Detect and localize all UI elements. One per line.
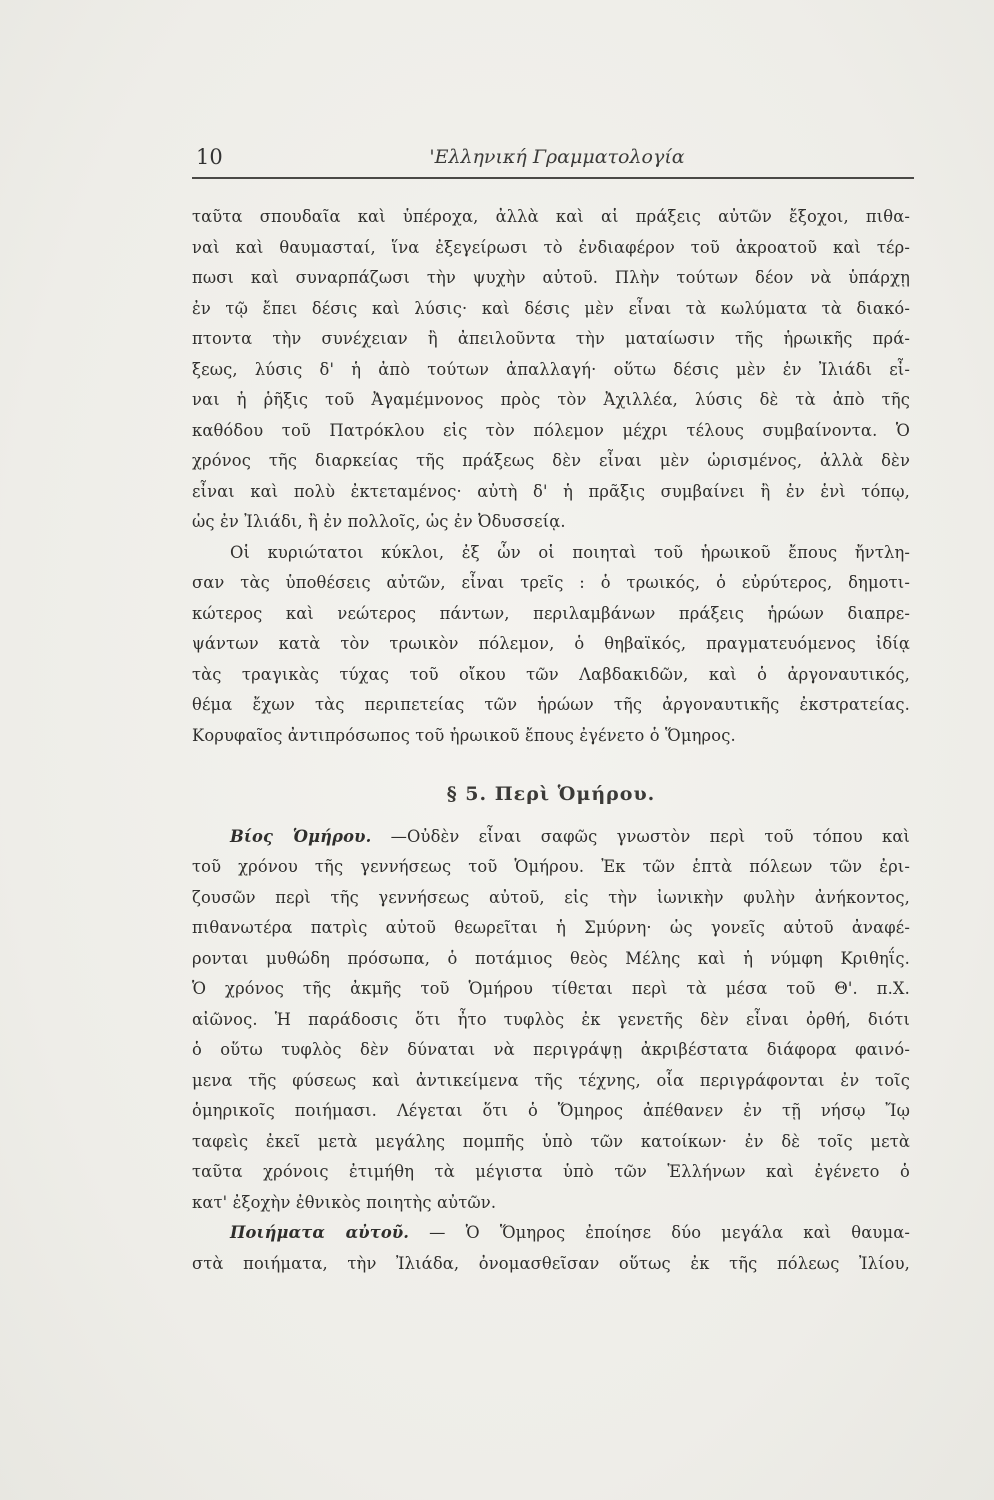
page-header: [192, 145, 914, 177]
text-line: ναὶ καὶ θαυμασταί, ἵνα ἐξεγείρωσι τὸ ἐνδιαφέρον τοῦ ἀκροατοῦ καὶ τέρ-: [192, 237, 910, 257]
body-text: [192, 202, 910, 1279]
text-line: ζουσῶν περὶ τῆς γεννήσεως αὐτοῦ, εἰς τὴν ἰωνικὴν φυλὴν ἀνήκοντος,: [192, 887, 910, 907]
text-line: ξεως, λύσις δ' ἡ ἀπὸ τούτων ἀπαλλαγή· οὕτω δέσις μὲν ἐν Ἰλιάδι εἶ-: [192, 359, 910, 379]
text-line: [192, 822, 910, 853]
paragraph-lead-label: Βίος Ὁμήρου.: [230, 826, 372, 846]
text-line: [192, 1218, 910, 1249]
text-line: χρόνος τῆς διαρκείας τῆς πράξεως δὲν εἶναι μὲν ὡρισμένος, ἀλλὰ δὲν: [192, 451, 910, 470]
text-line: Κορυφαῖος ἀντιπρόσωπος τοῦ ἡρωικοῦ ἔπους ἐγένετο ὁ Ὅμηρος.: [192, 725, 736, 745]
text-line: αἰῶνος. Ἡ παράδοσις ὅτι ἦτο τυφλὸς ἐκ γενετῆς δὲν εἶναι ὀρθή, διότι: [192, 1009, 910, 1029]
text-line: πτοντα τὴν συνέχειαν ἢ ἀπειλοῦντα τὴν ματαίωσιν τῆς ἡρωικῆς πρά-: [192, 329, 910, 348]
text-line: στὰ ποιήματα, τὴν Ἰλιάδα, ὀνομασθεῖσαν οὕτως ἐκ τῆς πόλεως Ἰλίου,: [192, 1253, 910, 1273]
text-line: ταῦτα σπουδαῖα καὶ ὑπέροχα, ἀλλὰ καὶ αἱ πράξεις αὐτῶν ἔξοχοι, πιθα-: [192, 207, 910, 226]
running-title: 'Ελληνική Γραμματολογία: [429, 146, 685, 168]
text-line: ναι ἡ ῥῆξις τοῦ Ἀγαμέμνονος πρὸς τὸν Ἀχιλλέα, λύσις δὲ τὰ ἀπὸ τῆς: [192, 390, 910, 409]
text-line: Ὁ χρόνος τῆς ἀκμῆς τοῦ Ὁμήρου τίθεται περὶ τὰ μέσα τοῦ Θ'. π.Χ.: [192, 979, 910, 998]
paragraph-1: [192, 202, 910, 538]
text-line: ὡς ἐν Ἰλιάδι, ἢ ἐν πολλοῖς, ὡς ἐν Ὀδυσσείᾳ.: [192, 512, 566, 531]
text-line: τὰς τραγικὰς τύχας τοῦ οἴκου τῶν Λαβδακιδῶν, καὶ ὁ ἀργοναυτικός,: [192, 664, 910, 684]
text-line: πωσι καὶ συναρπάζωσι τὴν ψυχὴν αὐτοῦ. Πλὴν τούτων δέον νὰ ὑπάρχῃ: [192, 268, 910, 287]
paragraph-4: [192, 1218, 910, 1279]
text-line: ταφεὶς ἐκεῖ μετὰ μεγάλης πομπῆς ὑπὸ τῶν κατοίκων· ἐν δὲ τοῖς μετὰ: [192, 1131, 910, 1151]
text-line: πιθανωτέρα πατρὶς αὐτοῦ θεωρεῖται ἡ Σμύρνη· ὡς γονεῖς αὐτοῦ ἀναφέ-: [192, 918, 910, 937]
text-line: ψάντων κατὰ τὸν τρωικὸν πόλεμον, ὁ θηβαϊκός, πραγματευόμενος ἰδίᾳ: [192, 634, 910, 653]
text-line: ὁμηρικοῖς ποιήμασι. Λέγεται ὅτι ὁ Ὅμηρος ἀπέθανεν ἐν τῇ νήσῳ Ἴῳ: [192, 1101, 910, 1120]
text-line: Οἱ κυριώτατοι κύκλοι, ἐξ ὧν οἱ ποιηταὶ τοῦ ἡρωικοῦ ἔπους ἤντλη-: [230, 542, 910, 562]
paragraph-lead-text: — Ὁ Ὅμηρος ἐποίησε δύο μεγάλα καὶ θαυμα-: [429, 1223, 910, 1242]
text-line: ταῦτα χρόνοις ἐτιμήθη τὰ μέγιστα ὑπὸ τῶν Ἑλλήνων καὶ ἐγένετο ὁ: [192, 1162, 910, 1181]
text-line: θέμα ἔχων τὰς περιπετείας τῶν ἡρώων τῆς ἀργοναυτικῆς ἐκστρατείας.: [192, 695, 910, 714]
text-line: ὁ οὕτω τυφλὸς δὲν δύναται νὰ περιγράψῃ ἀκριβέστατα διάφορα φαινό-: [192, 1040, 910, 1059]
text-line: ρονται μυθώδη πρόσωπα, ὁ ποτάμιος θεὸς Μέλης καὶ ἡ νύμφη Κριθηΐς.: [192, 948, 910, 968]
spacer: [192, 810, 910, 822]
section-heading: § 5. Περὶ Ὁμήρου.: [446, 783, 656, 805]
page-number: 10: [196, 145, 223, 169]
text-line: τοῦ χρόνου τῆς γεννήσεως τοῦ Ὁμήρου. Ἐκ τῶν ἑπτὰ πόλεων τῶν ἐρι-: [192, 857, 910, 876]
text-line: σαν τὰς ὑποθέσεις αὐτῶν, εἶναι τρεῖς : ὁ τρωικός, ὁ εὐρύτερος, δημοτι-: [192, 573, 910, 592]
text-line: εἶναι καὶ πολὺ ἐκτεταμένος· αὐτὴ δ' ἡ πρᾶξις συμβαίνει ἢ ἐν ἑνὶ τόπῳ,: [192, 481, 910, 501]
text-line: κώτερος καὶ νεώτερος πάντων, περιλαμβάνων πράξεις ἡρώων διαπρε-: [192, 603, 910, 623]
text-line: κατ' ἐξοχὴν ἐθνικὸς ποιητὴς αὐτῶν.: [192, 1192, 497, 1212]
paragraph-3: [192, 822, 910, 1219]
paragraph-2: [192, 538, 910, 752]
text-line: καθόδου τοῦ Πατρόκλου εἰς τὸν πόλεμον μέχρι τέλους συμβαίνοντα. Ὁ: [192, 420, 910, 440]
paragraph-lead-text: —Οὐδὲν εἶναι σαφῶς γνωστὸν περὶ τοῦ τόπου καὶ: [390, 826, 910, 846]
paragraph-lead-label: Ποιήματα αὐτοῦ.: [230, 1223, 410, 1242]
header-rule: [192, 177, 914, 179]
text-line: ἐν τῷ ἔπει δέσις καὶ λύσις· καὶ δέσις μὲν εἶναι τὰ κωλύματα τὰ διακό-: [192, 298, 910, 318]
text-line: μενα τῆς φύσεως καὶ ἀντικείμενα τῆς τέχνης, οἷα περιγράφονται ἐν τοῖς: [192, 1070, 910, 1090]
spacer: [192, 751, 910, 779]
